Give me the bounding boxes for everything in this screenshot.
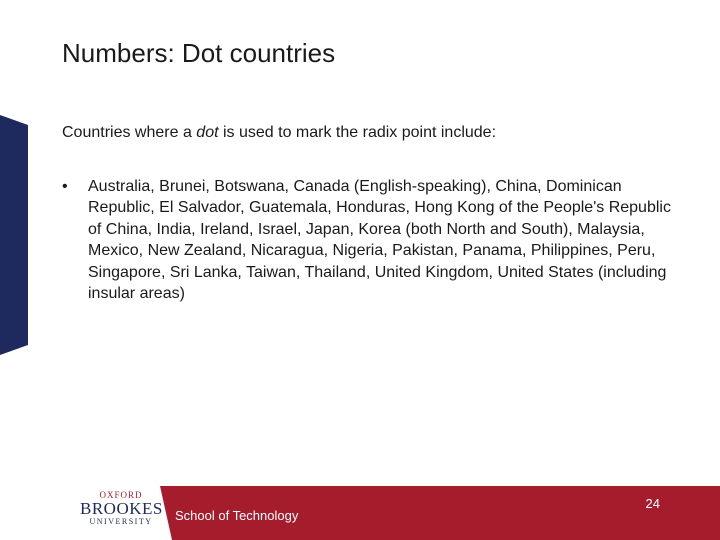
- logo-university: UNIVERSITY: [89, 517, 153, 526]
- bullet-list: [62, 176, 672, 304]
- intro-emphasis: dot: [196, 124, 219, 141]
- bullet-marker: •: [62, 178, 68, 195]
- page-number: 24: [645, 496, 660, 511]
- university-logo: [80, 490, 162, 536]
- intro-before: Countries where a: [62, 124, 197, 141]
- footer-school-name: School of Technology: [175, 508, 299, 523]
- side-accent-tab: [0, 115, 28, 355]
- logo-brookes: BROOKES: [80, 499, 163, 518]
- list-item: [62, 176, 672, 304]
- logo-oxford: OXFORD: [99, 490, 143, 500]
- slide-title: Numbers: Dot countries: [62, 38, 336, 68]
- bullet-text: Australia, Brunei, Botswana, Canada (English-speaking), China, Dominican Republic, El Salvador, Guatemala, Honduras, Hong Kong of the People's Republic of China, India, Ireland, Israel, Japan, Korea (both North and South), Malaysia, Mexico, New Zealand, Nicaragua, Nigeria, Pakistan, Panama, Philippines, Peru, Singapore, Sri Lanka, Taiwan, Thailand, United Kingdom, United States (including insular areas): [88, 178, 671, 303]
- intro-after: is used to mark the radix point include:: [218, 124, 497, 141]
- intro-text: [62, 124, 496, 142]
